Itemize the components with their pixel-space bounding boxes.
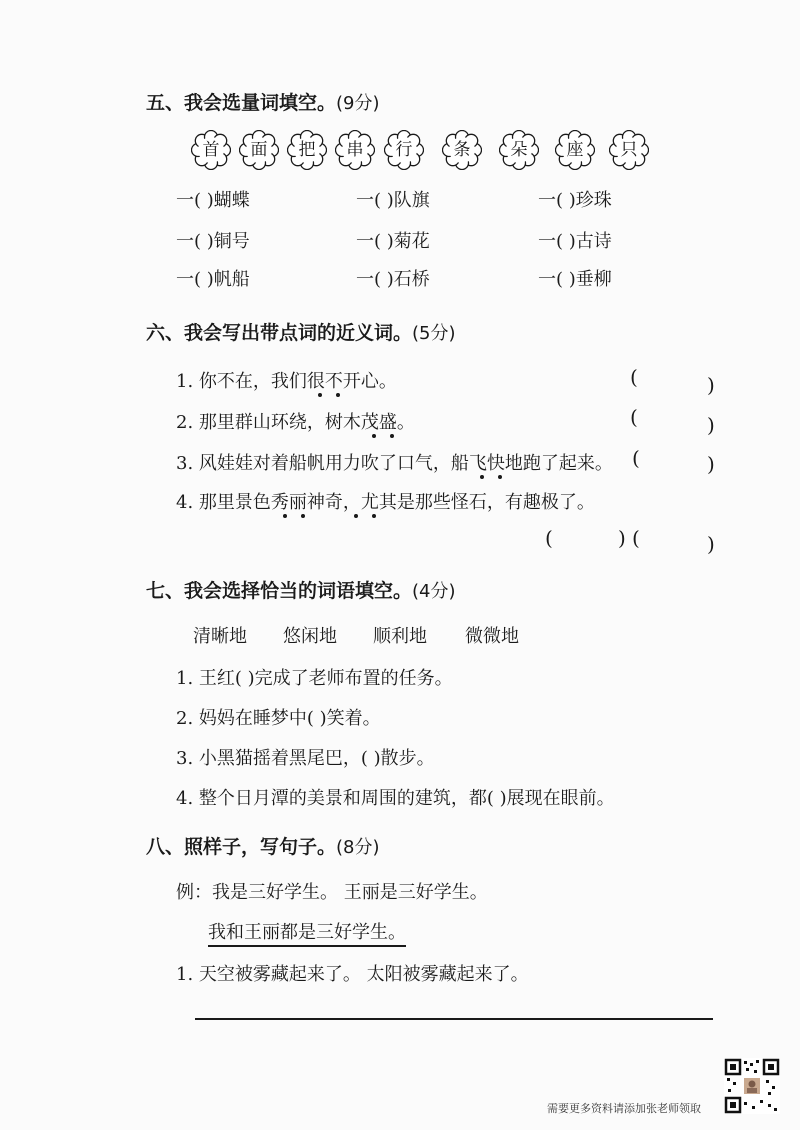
s8-answer-line[interactable] [195, 1018, 713, 1020]
s7-option-1: 清晰地 [193, 626, 247, 647]
s5-row1-col2: 一( )队旗 [356, 190, 430, 211]
s5-row3-col2: 一( )石桥 [356, 269, 430, 290]
flower-word-5 [384, 130, 424, 170]
s6-answer-paren-2-open[interactable]: ( [630, 405, 638, 429]
s6-item-1: 1. 你不在，我们很不开心。 [176, 371, 397, 392]
s7-item-3: 3. 小黑猫摇着黑尾巴，( )散步。 [176, 748, 435, 769]
emphasis-dot [283, 514, 287, 518]
flower-word-label: 座 [566, 140, 584, 160]
section-8-score: (8分) [336, 837, 380, 858]
emphasis-dot [480, 475, 484, 479]
s6-answer-paren-2-close: ) [707, 413, 715, 437]
flower-word-8 [555, 130, 595, 170]
flower-word-6 [442, 130, 482, 170]
emphasis-dot [318, 393, 322, 397]
emphasis-dot [372, 434, 376, 438]
section-7-title: 七、我会选择恰当的词语填空。 [146, 580, 413, 602]
section-7-score: (4分) [412, 581, 456, 602]
flower-word-label: 首 [202, 140, 220, 160]
s6-answer-paren-4a-close: ) [618, 526, 626, 550]
flower-word-1 [191, 130, 231, 170]
s6-answer-paren-3-close: ) [707, 452, 715, 476]
s8-item-1: 1. 天空被雾藏起来了。 太阳被雾藏起来了。 [176, 964, 529, 985]
emphasis-dot [354, 514, 358, 518]
s6-item-3: 3. 风娃娃对着船帆用力吹了口气，船飞快地跑了起来。 [176, 453, 613, 474]
section-5-heading [146, 88, 380, 115]
s6-item-4: 4. 那里景色秀丽神奇，尤其是那些怪石，有趣极了。 [176, 492, 595, 513]
flower-word-9 [609, 130, 649, 170]
section-8-heading [146, 832, 380, 859]
s8-example: 例：我是三好学生。 王丽是三好学生。 [176, 882, 488, 903]
flower-word-label: 行 [395, 140, 413, 160]
s5-row1-col1: 一( )蝴蝶 [176, 190, 250, 211]
flower-word-label: 面 [250, 140, 268, 160]
s6-answer-paren-1-open[interactable]: ( [630, 365, 638, 389]
s5-row2-col1: 一( )铜号 [176, 231, 250, 252]
flower-word-2 [239, 130, 279, 170]
flower-word-label: 串 [346, 140, 364, 160]
s7-option-3: 顺利地 [373, 626, 427, 647]
flower-word-label: 只 [620, 140, 638, 160]
section-7-heading [146, 576, 456, 603]
s5-row3-col3: 一( )垂柳 [538, 269, 612, 290]
s7-option-4: 微微地 [465, 626, 519, 647]
s7-item-4: 4. 整个日月潭的美景和周围的建筑，都( )展现在眼前。 [176, 788, 615, 809]
s6-answer-paren-4b-open[interactable]: ( [632, 526, 640, 550]
footer-note: 需要更多资料请添加张老师领取 [547, 1102, 701, 1115]
s5-row3-col1: 一( )帆船 [176, 269, 250, 290]
flower-word-label: 把 [298, 140, 316, 160]
qr-code-icon [724, 1058, 780, 1114]
section-5-title: 五、我会选量词填空。 [146, 92, 337, 114]
section-6-title: 六、我会写出带点词的近义词。 [146, 322, 413, 344]
emphasis-dot [336, 393, 340, 397]
emphasis-dot [301, 514, 305, 518]
s7-option-2: 悠闲地 [283, 626, 337, 647]
s5-row2-col3: 一( )古诗 [538, 231, 612, 252]
s6-answer-paren-3-open[interactable]: ( [632, 446, 640, 470]
flower-word-label: 朵 [510, 140, 528, 160]
section-5-score: (9分) [336, 93, 380, 114]
s6-item-2: 2. 那里群山环绕，树木茂盛。 [176, 412, 415, 433]
section-6-score: (5分) [412, 323, 456, 344]
s6-answer-paren-1-close: ) [707, 373, 715, 397]
emphasis-dot [372, 514, 376, 518]
emphasis-dot [390, 434, 394, 438]
flower-word-3 [287, 130, 327, 170]
s8-example-answer [208, 918, 406, 944]
s7-item-1: 1. 王红( )完成了老师布置的任务。 [176, 668, 453, 689]
s7-item-2: 2. 妈妈在睡梦中( )笑着。 [176, 708, 381, 729]
section-6-heading [146, 318, 456, 345]
s5-row1-col3: 一( )珍珠 [538, 190, 612, 211]
flower-word-4 [335, 130, 375, 170]
emphasis-dot [498, 475, 502, 479]
s6-answer-paren-4b-close: ) [707, 532, 715, 556]
s5-row2-col2: 一( )菊花 [356, 231, 430, 252]
s8-example-answer-text: 我和王丽都是三好学生。 [208, 922, 406, 947]
flower-word-7 [499, 130, 539, 170]
s6-answer-paren-4a-open[interactable]: ( [545, 526, 553, 550]
section-8-title: 八、照样子，写句子。 [146, 836, 337, 858]
flower-word-label: 条 [453, 140, 471, 160]
